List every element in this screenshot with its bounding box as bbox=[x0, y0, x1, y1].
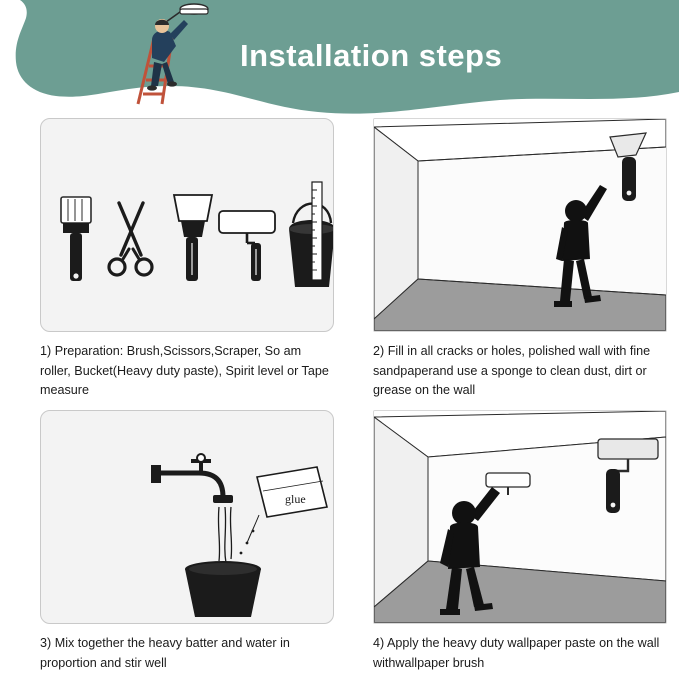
page-title: Installation steps bbox=[240, 38, 503, 73]
faucet-icon bbox=[151, 454, 233, 503]
glue-packet-icon bbox=[240, 467, 327, 554]
step-2-panel bbox=[373, 118, 667, 332]
scissors-icon bbox=[109, 203, 152, 275]
paint-roller-icon bbox=[219, 211, 275, 281]
bucket-icon bbox=[185, 561, 261, 617]
ruler-icon bbox=[311, 181, 323, 281]
step-2-caption: 2) Fill in all cracks or holes, polished wall with fine sandpaperand use a sponge to clean dust, dirt or grease on the wall bbox=[373, 344, 651, 398]
paint-brush-icon bbox=[61, 197, 91, 281]
step-1-caption: 1) Preparation: Brush,Scissors,Scraper, So am roller, Bucket(Heavy duty paste), Spirit level or Tape measure bbox=[40, 344, 329, 398]
scraper-icon bbox=[174, 195, 212, 281]
room-illustration-fill-cracks bbox=[374, 119, 666, 331]
header-banner bbox=[0, 0, 679, 120]
room-illustration-apply-paste bbox=[374, 411, 666, 623]
step-4-panel bbox=[373, 410, 667, 624]
step-1-panel bbox=[40, 118, 334, 332]
step-4-cell bbox=[373, 410, 673, 673]
painter-on-ladder-icon bbox=[118, 0, 238, 112]
step-3-caption: 3) Mix together the heavy batter and water in proportion and stir well bbox=[40, 636, 290, 670]
step-1-cell bbox=[40, 118, 340, 401]
step-4-caption: 4) Apply the heavy duty wallpaper paste on the wall withwallpaper brush bbox=[373, 636, 660, 670]
steps-grid bbox=[0, 118, 679, 685]
step-2-cell bbox=[373, 118, 673, 401]
water-stream-icon bbox=[218, 507, 231, 563]
step-3-panel bbox=[40, 410, 334, 624]
glue-label: glue bbox=[285, 492, 306, 506]
tools-illustration bbox=[41, 119, 333, 331]
mixing-illustration bbox=[41, 411, 333, 623]
step-3-cell bbox=[40, 410, 340, 673]
